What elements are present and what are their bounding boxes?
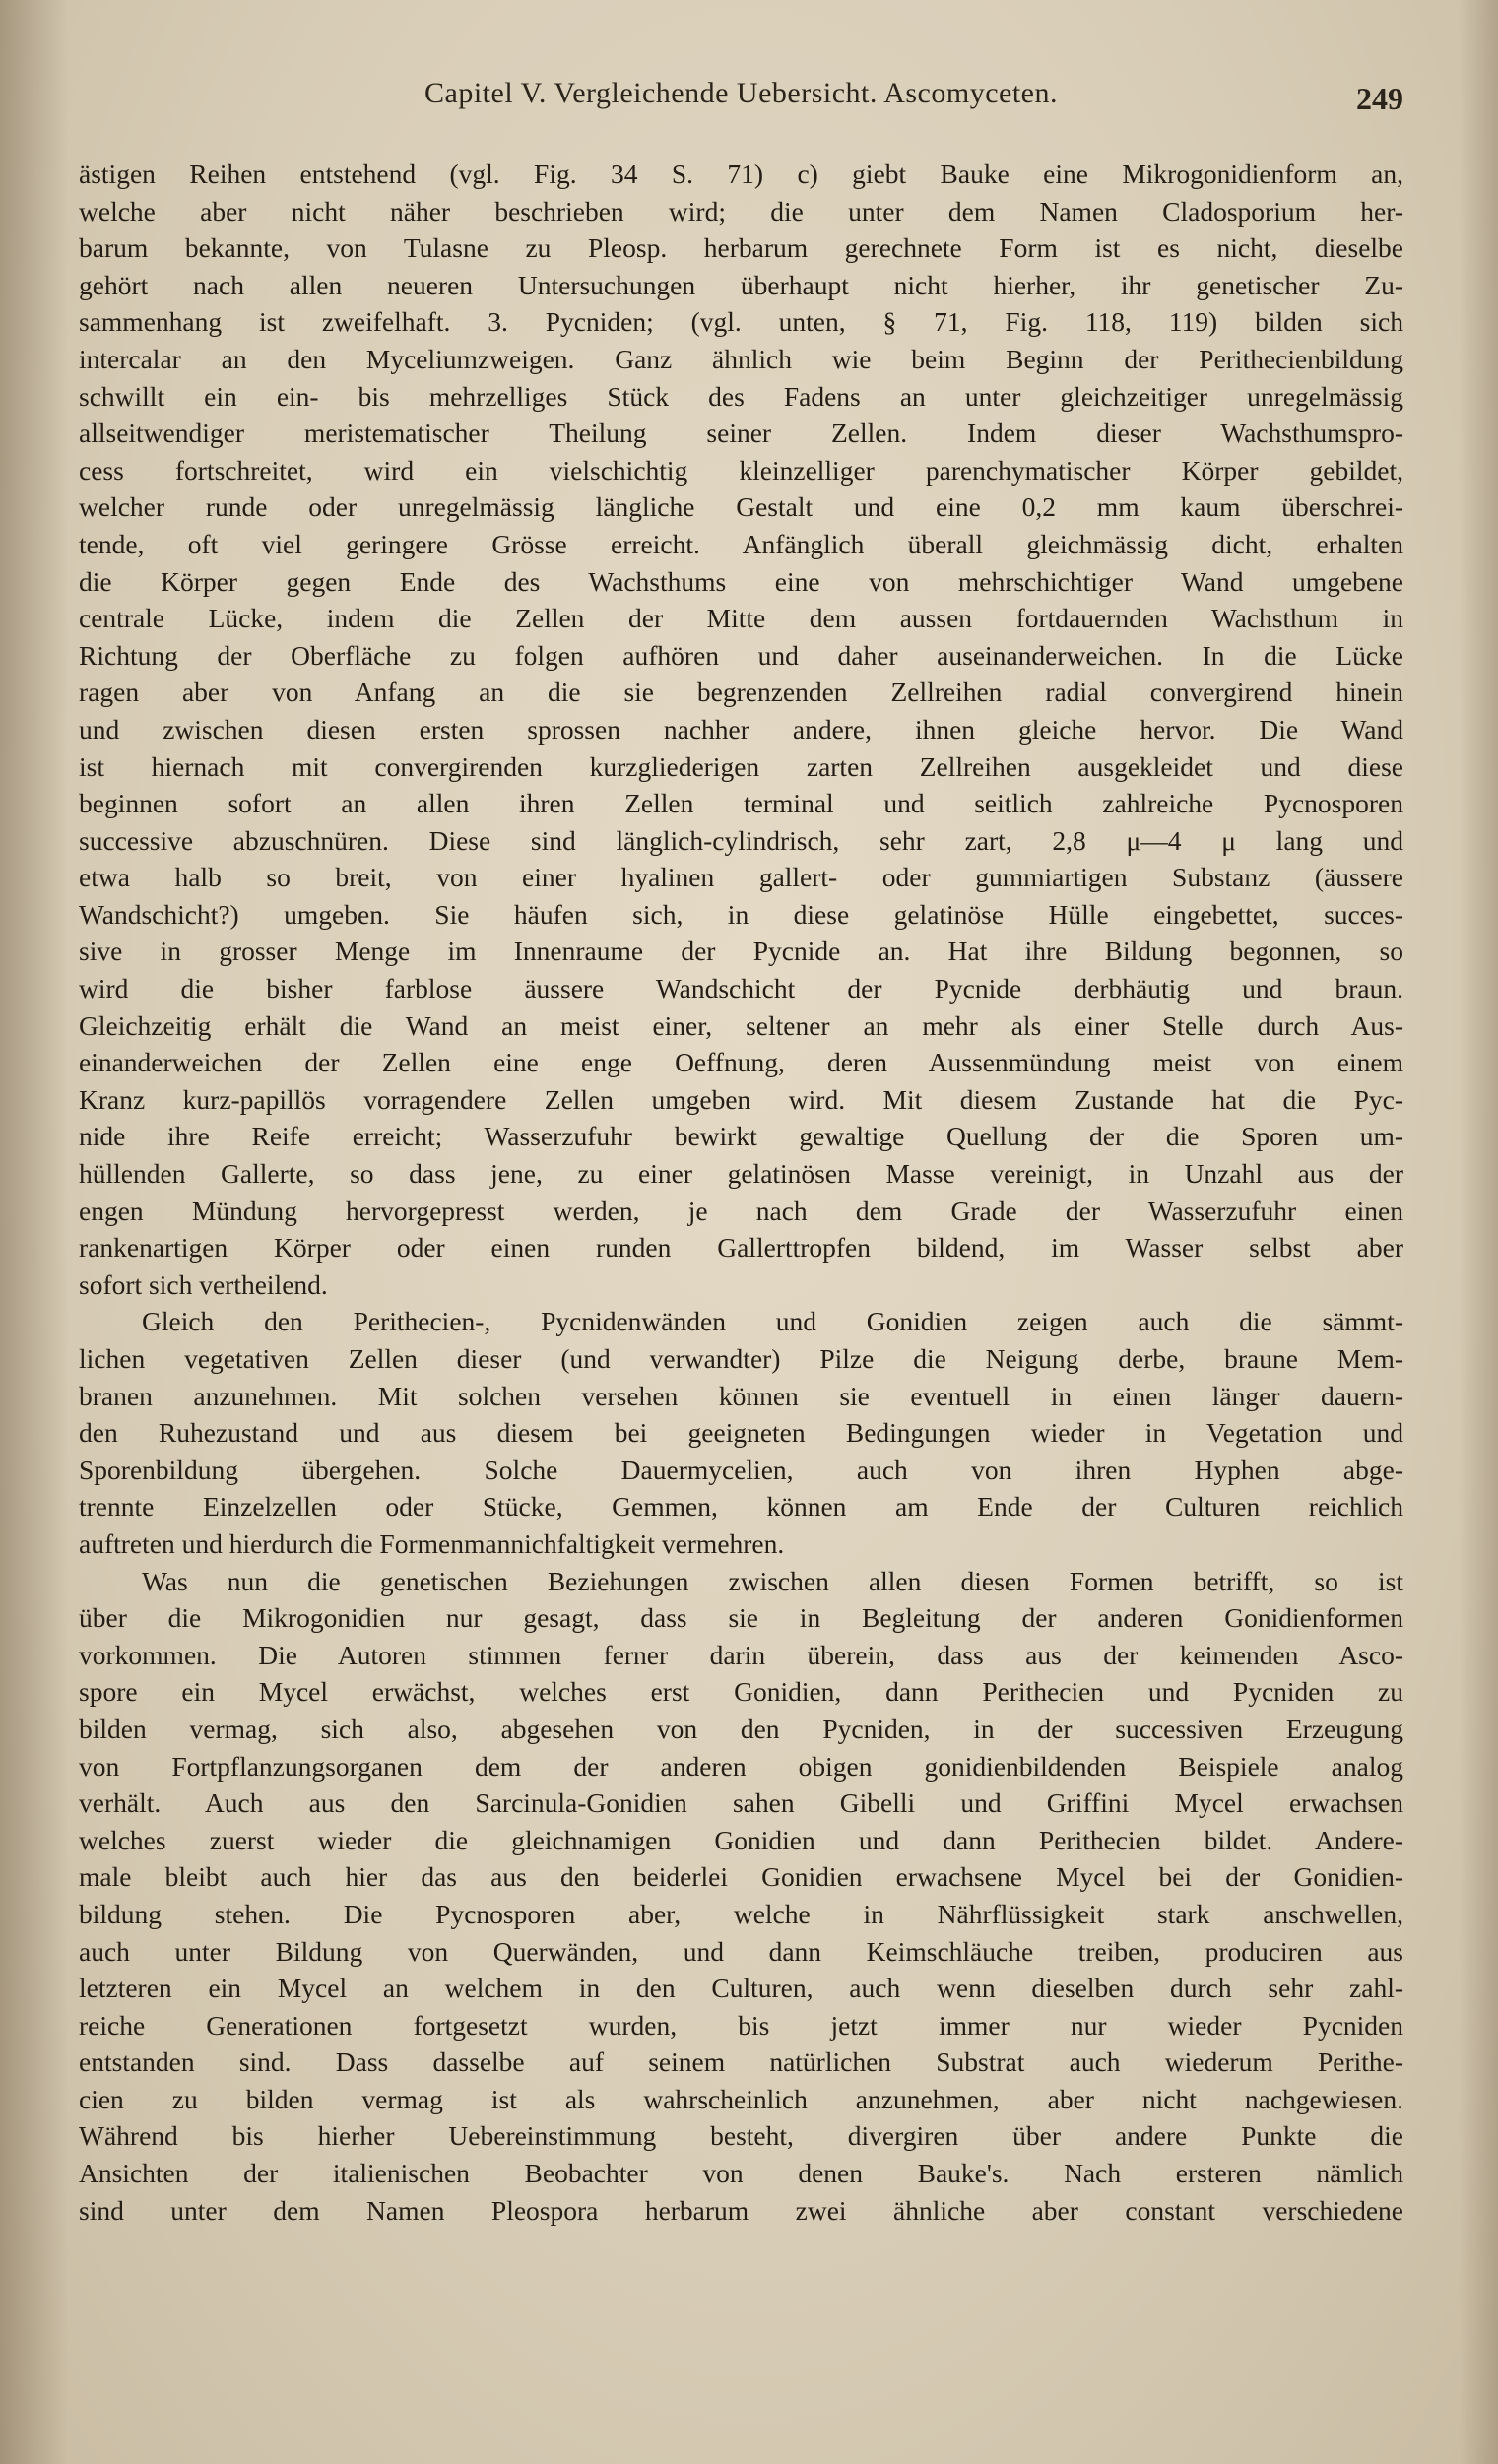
text-line: Richtung der Oberfläche zu folgen aufhören und daher auseinanderweichen. In die Lücke (79, 639, 1403, 671)
text-line: rankenartigen Körper oder einen runden Gallerttropfen bildend, im Wasser selbst aber (79, 1232, 1403, 1264)
text-line: reiche Generationen fortgesetzt wurden, bis jetzt immer nur wieder Pycniden (79, 2009, 1403, 2041)
text-line: centrale Lücke, indem die Zellen der Mitte dem aussen fortdauernden Wachsthum in (79, 603, 1403, 634)
page-header (79, 77, 1403, 126)
text-line: Während bis hierher Uebereinstimmung besteht, divergiren über andere Punkte die (79, 2120, 1403, 2152)
text-line: Sporenbildung übergehen. Solche Dauermycelien, auch von ihren Hyphen abge- (79, 1454, 1403, 1485)
text-line: Was nun die genetischen Beziehungen zwischen allen diesen Formen betrifft, so ist (142, 1565, 1403, 1596)
text-line: ragen aber von Anfang an die sie begrenzenden Zellreihen radial convergirend hinein (79, 677, 1403, 708)
text-line: Kranz kurz-papillös vorragendere Zellen umgeben wird. Mit diesem Zustande hat die Pyc- (79, 1083, 1403, 1115)
text-line: Ansichten der italienischen Beobachter von denen Bauke's. Nach ersteren nämlich (79, 2158, 1403, 2189)
text-line: einanderweichen der Zellen eine enge Oeffnung, deren Aussenmündung meist von einem (79, 1047, 1403, 1078)
text-line: den Ruhezustand und aus diesem bei geeigneten Bedingungen wieder in Vegetation und (79, 1417, 1403, 1449)
text-line: hüllenden Gallerte, so dass jene, zu einer gelatinösen Masse vereinigt, in Unzahl aus der (79, 1158, 1403, 1190)
text-line: cien zu bilden vermag ist als wahrscheinlich anzunehmen, aber nicht nachgewiesen. (79, 2083, 1403, 2114)
text-line: cess fortschreitet, wird ein vielschichtig kleinzelliger parenchymatischer Körper gebildet, (79, 454, 1403, 486)
text-line: verhält. Auch aus den Sarcinula-Gonidien sahen Gibelli und Griffini Mycel erwachsen (79, 1787, 1403, 1819)
text-line: branen anzunehmen. Mit solchen versehen können sie eventuell in einen länger dauern- (79, 1380, 1403, 1411)
text-line: welches zuerst wieder die gleichnamigen Gonidien und dann Perithecien bildet. Andere- (79, 1824, 1403, 1855)
text-line: sind unter dem Namen Pleospora herbarum zwei ähnliche aber constant verschiedene (79, 2194, 1403, 2226)
text-line: successive abzuschnüren. Diese sind länglich-cylindrisch, sehr zart, 2,8 μ—4 μ lang und (79, 824, 1403, 856)
text-line: wird die bisher farblose äussere Wandschicht der Pycnide derbhäutig und braun. (79, 973, 1403, 1005)
text-line: bilden vermag, sich also, abgesehen von den Pycniden, in der successiven Erzeugung (79, 1713, 1403, 1744)
text-line: über die Mikrogonidien nur gesagt, dass sie in Begleitung der anderen Gonidienformen (79, 1602, 1403, 1634)
text-line: entstanden sind. Dass dasselbe auf seinem natürlichen Substrat auch wiederum Perithe- (79, 2046, 1403, 2078)
text-line: nide ihre Reife erreicht; Wasserzufuhr bewirkt gewaltige Quellung der die Sporen um- (79, 1121, 1403, 1152)
text-line: ästigen Reihen entstehend (vgl. Fig. 34 S. 71) c) giebt Bauke eine Mikrogonidienform an, (79, 159, 1403, 189)
text-line: etwa halb so breit, von einer hyalinen gallert- oder gummiartigen Substanz (äussere (79, 862, 1403, 893)
text-line: Wandschicht?) umgeben. Sie häufen sich, in diese gelatinöse Hülle eingebettet, succes- (79, 898, 1403, 930)
text-line: letzteren ein Mycel an welchem in den Culturen, auch wenn dieselben durch sehr zahl- (79, 1973, 1403, 2004)
page-number: 249 (1356, 81, 1403, 116)
text-line: lichen vegetativen Zellen dieser (und verwandter) Pilze die Neigung derbe, braune Mem- (79, 1343, 1403, 1374)
text-line: auch unter Bildung von Querwänden, und dann Keimschläuche treiben, produciren aus (79, 1935, 1403, 1967)
text-line: die Körper gegen Ende des Wachsthums eine von mehrschichtiger Wand umgebene (79, 565, 1403, 597)
spine-shadow (0, 0, 69, 2464)
text-line: und zwischen diesen ersten sprossen nachher andere, ihnen gleiche hervor. Die Wand (79, 713, 1403, 745)
text-line: vorkommen. Die Autoren stimmen ferner darin überein, dass aus der keimenden Asco- (79, 1639, 1403, 1670)
text-line: sammenhang ist zweifelhaft. 3. Pycniden; (vgl. unten, § 71, Fig. 118, 119) bilden sich (79, 306, 1403, 338)
running-head: Capitel V. Vergleichende Uebersicht. Ascomyceten. (424, 77, 1058, 109)
text-line: allseitwendiger meristematischer Theilung seiner Zellen. Indem dieser Wachsthumspro- (79, 418, 1403, 449)
text-line: gehört nach allen neueren Untersuchungen überhaupt nicht hierher, ihr genetischer Zu- (79, 269, 1403, 300)
text-line: auftreten und hierdurch die Formenmannichfaltigkeit vermehren. (79, 1527, 785, 1559)
body-text (79, 156, 1403, 2229)
text-line: trennte Einzelzellen oder Stücke, Gemmen, können am Ende der Culturen reichlich (79, 1491, 1403, 1523)
text-line: Gleich den Perithecien-, Pycnidenwänden und Gonidien zeigen auch die sämmt- (142, 1306, 1403, 1337)
text-line: spore ein Mycel erwächst, welches erst Gonidien, dann Perithecien und Pycniden zu (79, 1676, 1403, 1708)
text-line: engen Mündung hervorgepresst werden, je nach dem Grade der Wasserzufuhr einen (79, 1195, 1403, 1226)
text-line: barum bekannte, von Tulasne zu Pleosp. herbarum gerechnete Form ist es nicht, dieselbe (79, 232, 1403, 264)
text-line: von Fortpflanzungsorganen dem der anderen obigen gonidienbildenden Beispiele analog (79, 1750, 1403, 1782)
text-line: intercalar an den Myceliumzweigen. Ganz ähnlich wie beim Beginn der Perithecienbildung (79, 343, 1403, 374)
text-line: bildung stehen. Die Pycnosporen aber, welche in Nährflüssigkeit stark anschwellen, (79, 1898, 1403, 1929)
text-line: male bleibt auch hier das aus den beiderlei Gonidien erwachsene Mycel bei der Gonidien- (79, 1861, 1403, 1893)
text-line: welcher runde oder unregelmässig längliche Gestalt und eine 0,2 mm kaum überschrei- (79, 491, 1403, 523)
text-line: tende, oft viel geringere Grösse erreicht. Anfänglich überall gleichmässig dicht, erhalten (79, 528, 1403, 559)
text-line: beginnen sofort an allen ihren Zellen terminal und seitlich zahlreiche Pycnosporen (79, 788, 1403, 819)
text-line: Gleichzeitig erhält die Wand an meist einer, seltener an mehr als einer Stelle durch Aus- (79, 1009, 1403, 1041)
text-line: ist hiernach mit convergirenden kurzgliederigen zarten Zellreihen ausgekleidet und diese (79, 750, 1403, 782)
text-line: welche aber nicht näher beschrieben wird; die unter dem Namen Cladosporium her- (79, 195, 1403, 227)
page-edge-shadow (1459, 0, 1498, 2464)
text-line: sive in grosser Menge im Innenraume der Pycnide an. Hat ihre Bildung begonnen, so (79, 936, 1403, 967)
text-line: sofort sich vertheilend. (79, 1268, 328, 1300)
text-line: schwillt ein ein- bis mehrzelliges Stück des Fadens an unter gleichzeitiger unregelmässig (79, 380, 1403, 412)
